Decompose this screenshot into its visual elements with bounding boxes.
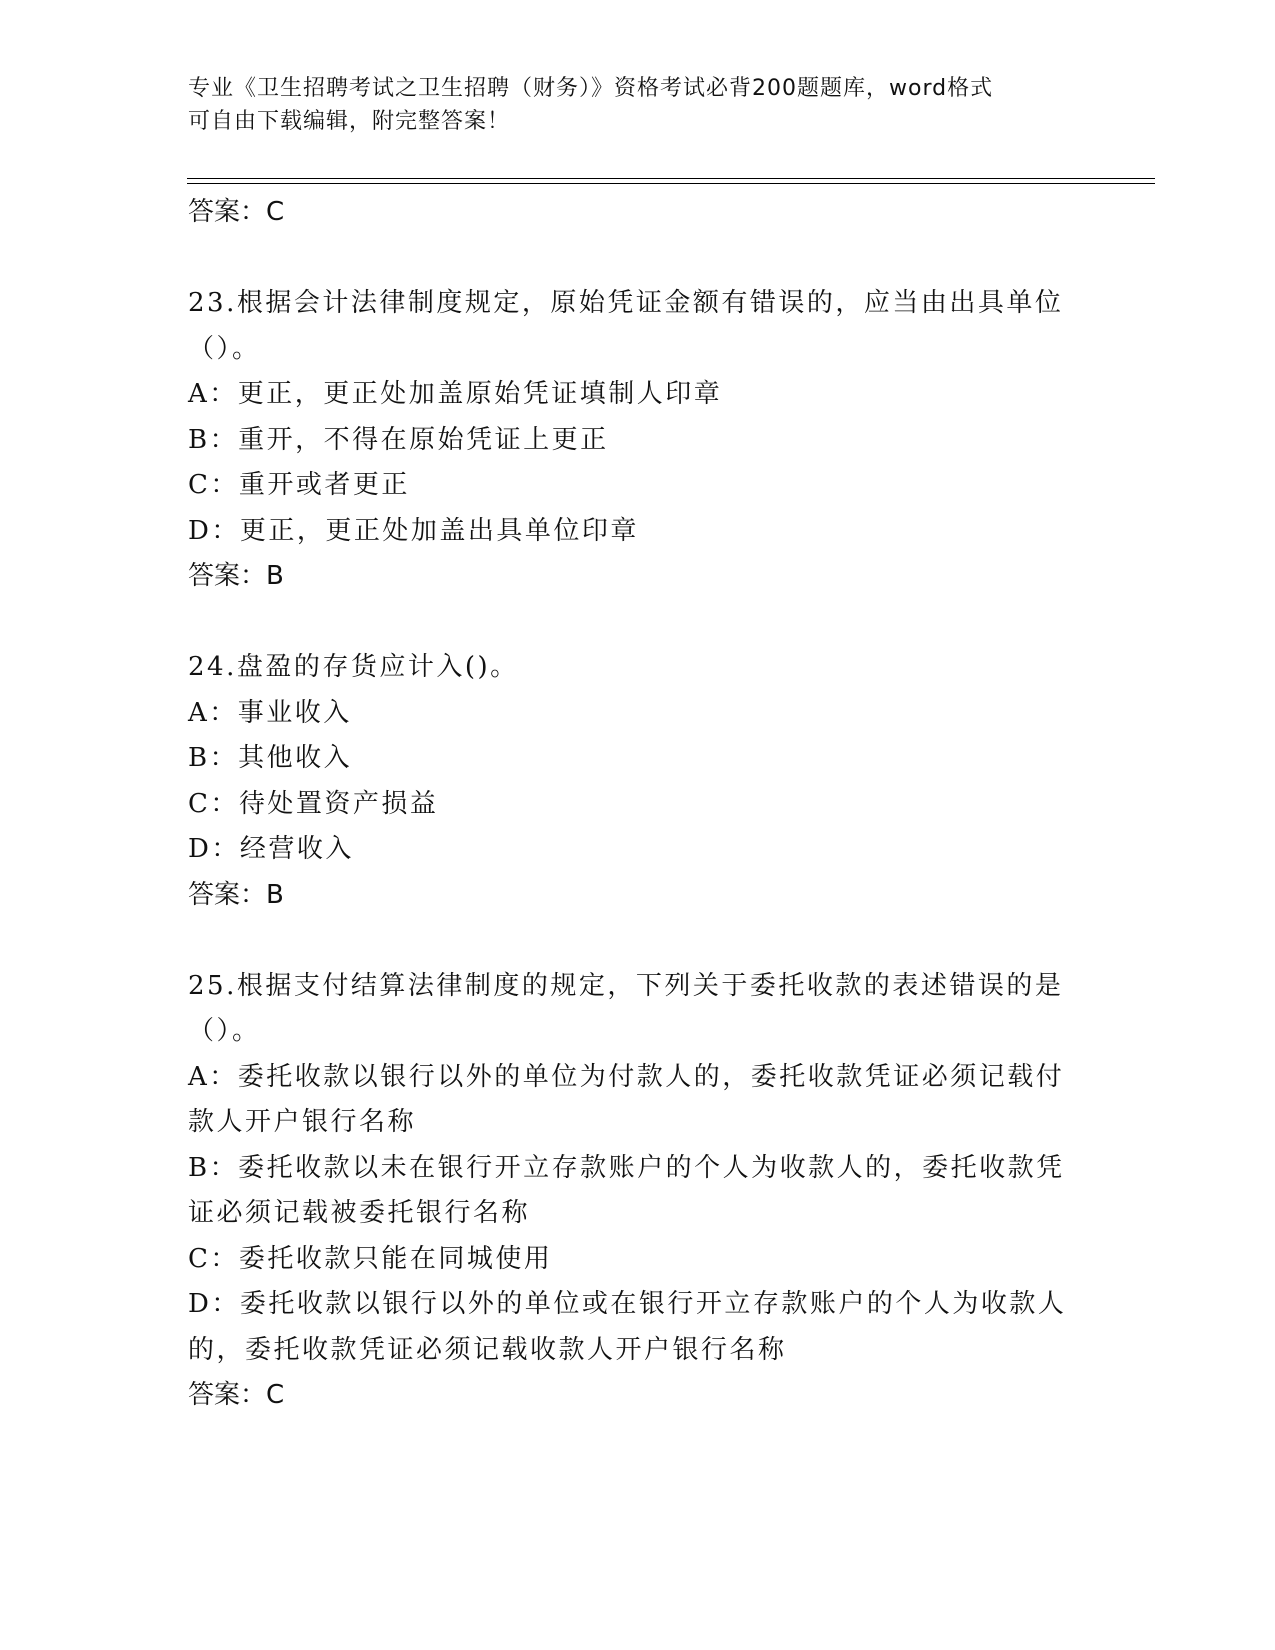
question-stem-continued: （）。	[188, 333, 261, 364]
option-a: A：事业收入	[188, 697, 352, 728]
option-c: C：委托收款只能在同城使用	[188, 1243, 553, 1274]
option-d: D：更正，更正处加盖出具单位印章	[188, 515, 639, 546]
option-d: D：经营收入	[188, 834, 354, 864]
question-24	[188, 645, 1088, 917]
spacer	[188, 598, 1088, 645]
spacer	[188, 917, 1088, 964]
option-d: D：委托收款以银行以外的单位或在银行开立存款账户的个人为收款人	[188, 1289, 1067, 1319]
question-stem: 24.盘盈的存货应计入()。	[188, 652, 519, 682]
option-d-continued: 的，委托收款凭证必须记载收款人开户银行名称	[188, 1334, 787, 1365]
header-divider-top	[187, 178, 1155, 179]
header-line-2: 可自由下载编辑，附完整答案！	[188, 109, 511, 134]
spacer	[188, 234, 1088, 281]
header-line-1: 专业《卫生招聘考试之卫生招聘（财务）》资格考试必背200题题库，word格式	[188, 76, 994, 101]
question-stem-continued: （）。	[188, 1016, 261, 1046]
answer-label: 答案：C	[188, 197, 285, 227]
option-b-continued: 证必须记载被委托银行名称	[188, 1198, 531, 1228]
option-b: B：委托收款以未在银行开立存款账户的个人为收款人的，委托收款凭	[188, 1152, 1065, 1183]
option-b: B：其他收入	[188, 743, 353, 773]
page-header	[188, 72, 1068, 138]
question-23	[188, 281, 1088, 598]
question-stem: 25.根据支付结算法律制度的规定，下列关于委托收款的表述错误的是	[188, 970, 1064, 1001]
option-a: A：委托收款以银行以外的单位为付款人的，委托收款凭证必须记载付	[188, 1061, 1065, 1092]
option-c: C：待处置资产损益	[188, 788, 439, 819]
answer-label: 答案：C	[188, 1380, 285, 1410]
answer-label: 答案：B	[188, 561, 284, 591]
question-stem: 23.根据会计法律制度规定，原始凭证金额有错误的，应当由出具单位	[188, 288, 1064, 318]
option-c: C：重开或者更正	[188, 470, 410, 500]
header-divider-bottom	[187, 183, 1155, 184]
question-list	[188, 190, 1088, 1417]
option-a-continued: 款人开户银行名称	[188, 1107, 417, 1137]
option-b: B：重开，不得在原始凭证上更正	[188, 424, 609, 455]
question-25	[188, 964, 1088, 1418]
option-a: A：更正，更正处加盖原始凭证填制人印章	[188, 379, 723, 409]
answer-label: 答案：B	[188, 879, 284, 910]
